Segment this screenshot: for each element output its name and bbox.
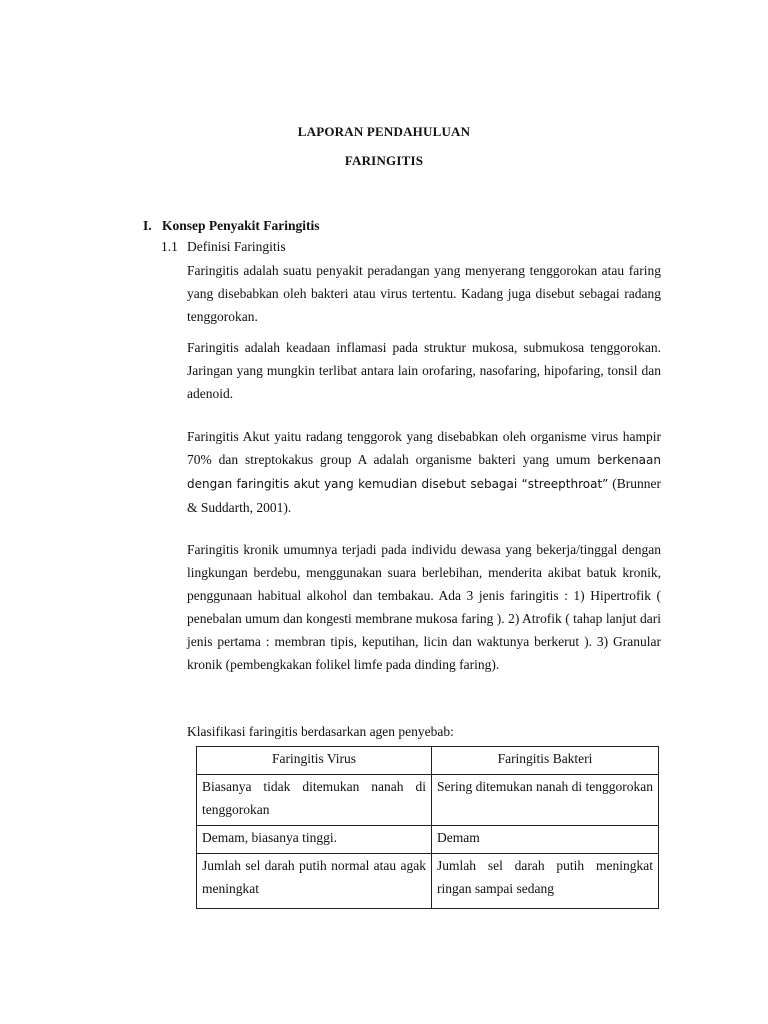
table-cell: Sering ditemukan nanah di tenggorokan	[432, 775, 659, 826]
paragraph-classification-intro: Klasifikasi faringitis berdasarkan agen penyebab:	[187, 724, 454, 739]
subsection-title: Definisi Faringitis	[187, 239, 286, 254]
table-cell: Demam, biasanya tinggi.	[197, 826, 432, 854]
table-header-virus: Faringitis Virus	[197, 747, 432, 775]
paragraph-acute-citation: (Brunner & Suddarth, 2001).	[187, 476, 662, 515]
table-cell: Jumlah sel darah putih normal atau agak meningkat	[197, 854, 432, 909]
table-header-bacteria: Faringitis Bakteri	[432, 747, 659, 775]
section-title: Konsep Penyakit Faringitis	[162, 218, 320, 233]
paragraph-definition: Faringitis adalah suatu penyakit peradangan yang menyerang tenggorokan atau faring yang disebabkan oleh bakteri atau virus tertentu. Kadang juga disebut sebagai radang tenggorokan.	[187, 263, 661, 324]
classification-table	[196, 746, 659, 909]
section-number: I.	[143, 218, 152, 233]
table-cell: Demam	[432, 826, 659, 854]
subsection-heading	[161, 239, 286, 255]
table-row	[197, 826, 659, 854]
paragraph-acute	[187, 425, 661, 519]
table-header-row	[197, 747, 659, 775]
table-row	[197, 775, 659, 826]
paragraph-acute-part2: berkenaan dengan faringitis akut yang kemudian disebut sebagai “streepthroat”	[187, 453, 661, 491]
table-cell: Jumlah sel darah putih meningkat ringan sampai sedang	[432, 854, 659, 909]
table-cell: Biasanya tidak ditemukan nanah di tenggorokan	[197, 775, 432, 826]
paragraph-chronic: Faringitis kronik umumnya terjadi pada individu dewasa yang bekerja/tinggal dengan lingkungan berdebu, menggunakan suara berlebihan, menderita akibat batuk kronik, penggunaan habitual alkohol dan tembakau. Ada 3 jenis faringitis : 1) Hipertrofik ( penebalan umum dan kongesti membrane mukosa faring ). 2) Atrofik ( tahap lanjut dari jenis pertama : membran tipis, keputihan, licin dan waktunya berkerut ). 3) Granular kronik (pembengkakan folikel limfe pada dinding faring).	[187, 542, 661, 672]
table-row	[197, 854, 659, 909]
document-subtitle: FARINGITIS	[344, 153, 424, 168]
paragraph-acute-part1: Faringitis Akut yaitu radang tenggorok yang disebabkan oleh organisme virus hampir 70% dan streptokakus group A adalah organisme bakteri yang umum	[187, 429, 661, 467]
section-heading	[143, 218, 320, 234]
document-title: LAPORAN PENDAHULUAN	[297, 124, 471, 139]
paragraph-inflammation: Faringitis adalah keadaan inflamasi pada struktur mukosa, submukosa tenggorokan. Jaringan yang mungkin terlibat antara lain orofaring, nasofaring, hipofaring, tonsil dan adenoid.	[187, 340, 661, 401]
subsection-number: 1.1	[161, 239, 178, 254]
